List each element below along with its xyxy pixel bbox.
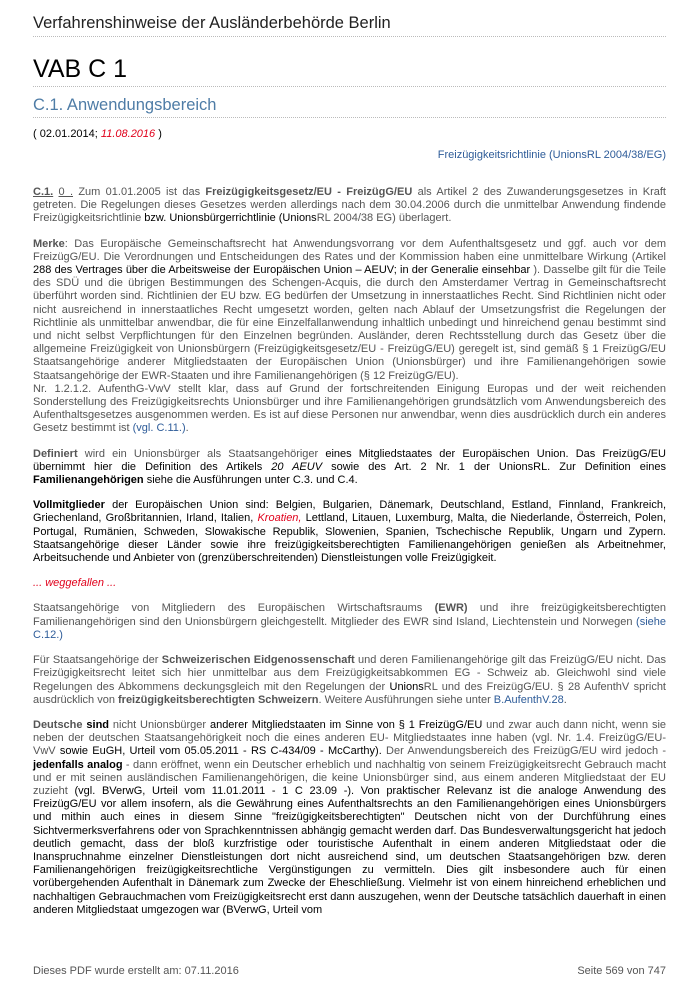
p2-text-3: Nr. 1.2.1.2. AufenthG-VwV stellt klar, dass auf Grund der fortschreitenden Einigung Europas und der weit reichenden Sonderstellung des Freizügigkeitsrechts Unionsbürger und ihre Familienangehörigen grundsätzlich vom Anwendungsbereich des Aufenthaltsgesetzes ausgenommen werden. Es ist auf diese Personen nur anwendbar, wenn dies ausdrücklich durch ein anderes Gesetz bestimmt ist bbox=[33, 382, 666, 435]
p8-text-3: und zwar auch dann nicht, wenn sie neben der deutschen Staatsangehörigkeit noch die eines anderen EU- Mitgliedstaates inne haben (vgl. Nr. 1.4. FreizügG/EU- VwV bbox=[33, 718, 667, 758]
vab-code-heading: VAB C 1 bbox=[33, 55, 128, 83]
link-aufenthv-28[interactable]: B.AufenthV.28 bbox=[493, 693, 564, 706]
deutsche-label: Deutsche bbox=[33, 718, 83, 731]
p3-text-2: eines Mitgliedstaates der Europäischen Union. Das FreizügG/EU übernimmt hier die Definition des Artikels bbox=[33, 447, 666, 473]
p4-croatia: Kroatien, bbox=[257, 512, 302, 525]
paragraph-member-states bbox=[33, 499, 666, 565]
date-open-paren: ( bbox=[33, 128, 40, 140]
p6-text-2: und ihre freizügigkeitsberechtigten Familienangehörigen sind den Unionsbürgern gleichgestellt. Mitglieder des EWR sind Island, Liechtenstein und Norwegen bbox=[33, 602, 666, 628]
p1-text-3: RL 2004/38 EG) überlagert. bbox=[316, 212, 452, 225]
vollmitglieder-label: Vollmitglieder bbox=[33, 499, 105, 512]
header-divider bbox=[33, 36, 666, 37]
spacer bbox=[33, 590, 666, 602]
paragraph-switzerland bbox=[33, 654, 666, 707]
document-header-title: Verfahrenshinweise der Ausländerbehörde Berlin bbox=[33, 14, 391, 32]
spacer bbox=[33, 487, 666, 499]
paragraph-germans bbox=[33, 719, 666, 917]
p7-text-2: und deren Familienangehörige gilt das FreizügG/EU nicht. Das Freizügigkeitsrecht leitet sich hier unmittelbar aus dem Freizügigkeitsabkommen EG - Schweiz ab. Gleichwohl sind viele Regelungen des Abkommens deckungsgleich mit den Regelungen der bbox=[33, 654, 666, 693]
p4-text-2: Lettland, Litauen, Luxemburg, Malta, die Niederlande, Österreich, Polen, Portugal, Rumänien, Schweden, Slowakische Republik, Slowenien, Spanien, Tschechische Republik, Ungarn und Zypern. Staatsangehörige dieser Länder sowie ihre freizügigkeitsberechtigten Familienangehörigen genießen als Arbeitnehmer, Arbeitsuchende und Anbieter von (grenzüberschreitenden) Dienstleistungen volle Freizügigkeit. bbox=[33, 512, 667, 565]
footer-page-number: Seite 569 von 747 bbox=[577, 965, 666, 977]
footer-created-date: Dieses PDF wurde erstellt am: 07.11.2016 bbox=[33, 965, 239, 977]
version-dates bbox=[33, 127, 666, 141]
paragraph-removed: ... weggefallen ... bbox=[33, 577, 117, 590]
p3-text-3: sowie des Art. 2 Nr. 1 der UnionsRL. Zur Definition eines bbox=[322, 460, 666, 473]
date-separator: ; bbox=[94, 128, 101, 140]
p8-text-6: (vgl. BVerwG, Urteil vom 11.01.2011 - 1 C 23.09 -). Von praktischer Relevanz ist die analoge Anwendung des FreizügG/EU vor allem insofern, als die Gewährung eines Aufenthaltsrechts an den Familienangehörigen eines Unionsbürgers und mithin auch eines in diesem Sinne "freizügigkeitsberechtigten" Deutschen nicht von der Durchführung eines Sichtvermerksverfahrens oder von Sprachkenntnissen abhängig gemacht werden darf. Das Bundesverwaltungsgericht hat jedoch deutlich gemacht, dass der bloß kurzfristige oder touristische Aufenthalt in einem anderen Mitgliedstaat oder die Inanspruchnahme einzelner Dienstleistungen dort nicht ausreichend sind, um deutschen Staatsangehörigen bzw. deren Familienangehörigen freizügigkeitsrechtliche Vergünstigungen zu vermitteln. Dies gilt insbesondere auch für einen vorübergehenden Aufenthalt in Dänemark zum Zwecke der Eheschließung. Vielmehr ist von einem hinreichend erheblichen und nachhaltigen Gebrauchmachen vom Freizügigkeitsrecht erst dann auszugehen, wenn der Deutsche tatsächlich dauerhaft in einen anderen Mitgliedstaat umgezogen war (BVerwG, Urteil vom bbox=[33, 784, 666, 916]
p7-period: . bbox=[563, 693, 567, 706]
paragraph-ewr bbox=[33, 602, 666, 642]
p2-text-2: ). Dasselbe gilt für die Teile des SDÜ und die übrigen Bestimmungen des Schengen-Acquis, die durch den Amsterdamer Vertrag in Gemeinschaftsrecht überführt worden sind. Richtlinien der EU bzw. EG bedürfen der Umsetzung in innerstaatliches Recht. Sind Richtlinien nicht oder nicht ausreichend in innerstaatliches Recht umgesetzt worden, gelten nach Ablauf der Umsetzungsfrist die Regelungen der Richtlinie als unmittelbar anwendbar, die für eine Einzelfallanwendung inhaltlich unbedingt und hinreichend genau bestimmt sind und nicht selbst Verpflichtungen für den Einzelnen begründen. Ausländer, deren Rechtsstellung durch das Gesetz über die allgemeine Freizügigkeit von Unionsbürgern (Freizügigkeitsgesetz/EU - FreizügG/EU) geregelt ist, sind gemäß § 1 FreizügG/EU Staatsangehörige anderer Mitgliedstaaten der Europäischen Union (Unionsbürger) und ihre Familienangehörigen sowie Staatsangehörige der EWR-Staaten und ihre Familienangehörigen (§ 12 FreizügG/EU). bbox=[33, 264, 666, 382]
p8-text-2: anderer Mitgliedstaaten im Sinne von § 1 FreizügG/EU bbox=[209, 718, 483, 731]
spacer bbox=[33, 226, 666, 238]
p1-law-name: Freizügigkeitsgesetz/EU - FreizügG/EU bbox=[205, 186, 413, 198]
p8-analog: jedenfalls analog bbox=[33, 758, 123, 771]
p7-swiss-2: freizügigkeitsberechtigten Schweizern bbox=[118, 693, 319, 706]
spacer bbox=[33, 436, 666, 448]
merke-label: Merke bbox=[33, 237, 65, 250]
p7-text-3: RL und des FreizügG/EU. § 28 AufenthV spricht ausdrücklich von bbox=[33, 680, 666, 706]
p1-text-2: als Artikel 2 des Zuwanderungsgesetzes in Kraft getreten. Die Regelungen dieses Gesetzes werden allerdings nach dem 30.04.2006 durch die unmittelbar Anwendung findende Freizügigkeitsrichtlinie bbox=[33, 186, 666, 225]
p4-text: der Europäischen Union sind: Belgien, Bulgarien, Dänemark, Deutschland, Estland, Finnland, Frankreich, Griechenland, Großbritannien, Irland, Italien, bbox=[33, 499, 666, 525]
p2-text: : Das Europäische Gemeinschaftsrecht hat Anwendungsvorrang vor dem Aufenthaltsgesetz und ggf. auch vor dem FreizügG/EU. Die Verordnungen und Entscheidungen des Rates und der Kommission haben eine unmittelbare Wirkung (Artikel bbox=[33, 237, 666, 263]
p8-text-5: - dann eröffnet, wenn ein Deutscher erheblich und nachhaltig von seinem Freizügigkeitsrecht Gebrauch macht und er mit seinen ausländischen Familienangehörigen, die keine Unionsbürger sind, aus einem anderen Mitgliedstaat der EU zuzieht bbox=[33, 758, 666, 797]
heading-divider bbox=[33, 86, 666, 87]
p7-text: Für Staatsangehörige der bbox=[33, 654, 162, 667]
paragraph-subnumber: 0 . bbox=[58, 186, 74, 198]
date-second: 11.08.2016 bbox=[100, 128, 156, 140]
p3-term: Familienangehörigen bbox=[33, 474, 144, 487]
p3-article: 20 AEUV bbox=[271, 460, 323, 473]
p1-directive: bzw. Unionsbürgerrichtlinie (Unions bbox=[144, 212, 317, 225]
p2-aeuv-reference: 288 des Vertrages über die Arbeitsweise der Europäischen Union – AEUV; in der Generalie einsehbar bbox=[33, 264, 531, 277]
paragraph-definition bbox=[33, 448, 666, 488]
paragraph-merke bbox=[33, 238, 666, 436]
date-close-paren: ) bbox=[155, 128, 162, 140]
p7-unions: Unions bbox=[389, 680, 424, 693]
link-c12[interactable]: (siehe C.12.) bbox=[33, 615, 666, 641]
p8-text: nicht Unionsbürger bbox=[109, 718, 210, 731]
spacer bbox=[33, 565, 666, 577]
p3-text: wird ein Unionsbürger als Staatsangehöriger bbox=[77, 447, 326, 460]
definiert-label: Definiert bbox=[33, 447, 78, 460]
date-first: 02.01.2014 bbox=[39, 128, 95, 140]
document-page bbox=[33, 0, 666, 917]
p6-ewr: (EWR) bbox=[434, 602, 468, 615]
p3-text-4: siehe die Ausführungen unter C.3. und C.4. bbox=[143, 474, 358, 487]
spacer bbox=[33, 707, 666, 719]
directive-reference: Freizügigkeitsrichtlinie (UnionsRL 2004/38/EG) bbox=[437, 149, 666, 161]
p8-sind: sind bbox=[82, 718, 110, 731]
p1-text: Zum 01.01.2005 ist das bbox=[73, 186, 206, 198]
paragraph-number: C.1. bbox=[33, 186, 54, 198]
page-footer bbox=[33, 965, 666, 977]
link-c11[interactable]: (vgl. C.11.) bbox=[132, 422, 186, 435]
section-divider bbox=[33, 117, 666, 118]
paragraph-scope bbox=[33, 186, 666, 226]
document-body bbox=[33, 186, 666, 917]
p6-text: Staatsangehörige von Mitgliedern des Europäischen Wirtschaftsraums bbox=[33, 602, 435, 615]
p2-period: . bbox=[185, 422, 189, 435]
spacer bbox=[33, 642, 666, 654]
section-heading: C.1. Anwendungsbereich bbox=[33, 96, 217, 114]
p8-text-4: Der Anwendungsbereich des FreizügG/EU wird jedoch - bbox=[381, 745, 666, 758]
p7-swiss: Schweizerischen Eidgenossenschaft bbox=[161, 654, 355, 667]
p7-text-4: . Weitere Ausführungen siehe unter bbox=[318, 693, 494, 706]
p8-eugh: sowie EuGH, Urteil vom 05.05.2011 - RS C-434/09 - McCarthy). bbox=[59, 745, 382, 758]
